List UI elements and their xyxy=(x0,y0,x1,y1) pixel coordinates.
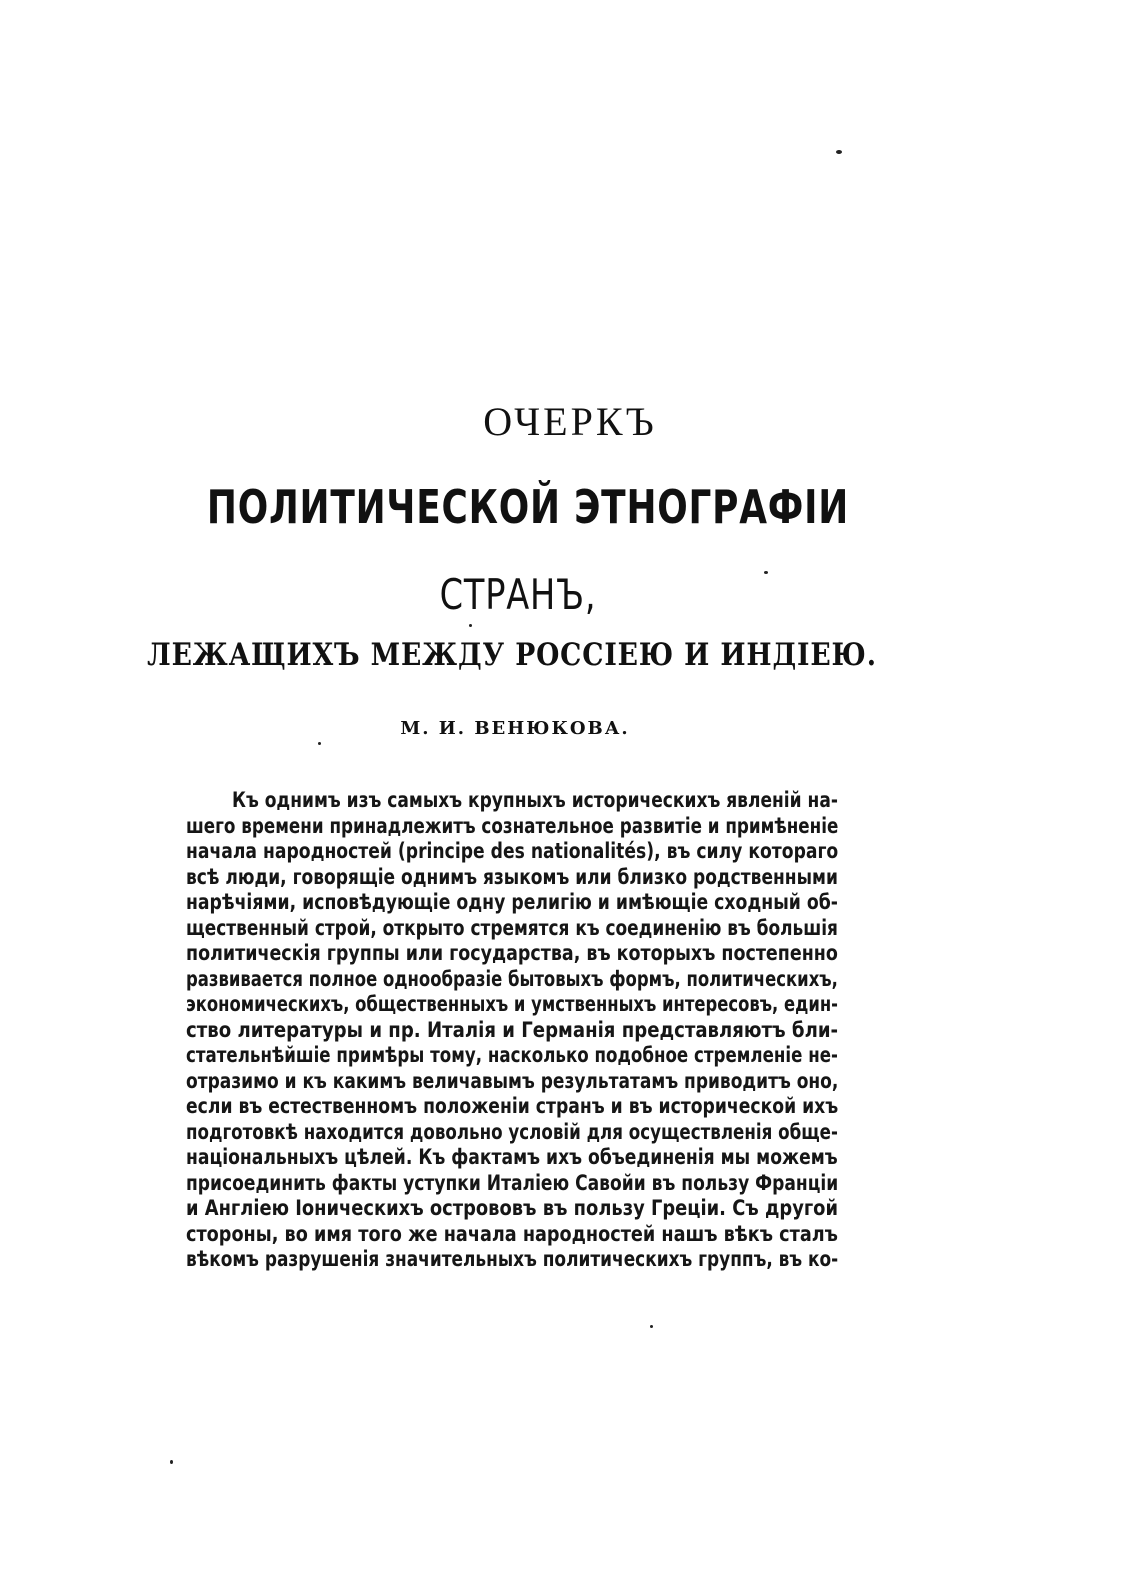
body-line: Къ однимъ изъ самыхъ крупныхъ историческихъ явленій на- xyxy=(232,788,838,812)
title-line-4: ЛЕЖАЩИХЪ МЕЖДУ РОССІЕЮ И ИНДІЕЮ. xyxy=(147,637,877,673)
scan-speck xyxy=(764,571,768,574)
body-line: ство литературы и пр. Италія и Германія представляютъ бли- xyxy=(186,1017,839,1042)
body-line: и Англіею Іоническихъ острововъ въ пользу Греціи. Съ другой xyxy=(186,1196,838,1220)
scan-speck xyxy=(650,1325,653,1328)
body-line: нарѣчіями, исповѣдующіе одну религію и имѣющіе сходный об- xyxy=(186,890,838,914)
body-line: экономическихъ, общественныхъ и умственныхъ интересовъ, един- xyxy=(186,992,838,1016)
body-line: щественный строй, открыто стремятся къ соединенію въ большія xyxy=(186,915,838,940)
body-line: политическія группы или государства, въ которыхъ постепенно xyxy=(186,941,838,965)
author-line: М. И. ВЕНЮКОВА. xyxy=(400,718,630,739)
title-line-3: СТРАНЪ, xyxy=(439,570,597,619)
title-line-1: ОЧЕРКЪ xyxy=(483,399,657,444)
body-line: начала народностей (principe des nationalités), въ силу котораго xyxy=(186,839,839,863)
body-line: національныхъ цѣлей. Къ фактамъ ихъ объединенія мы можемъ xyxy=(186,1145,838,1169)
body-line: присоединить факты уступки Италіею Савойи въ пользу Франціи xyxy=(186,1170,839,1195)
body-line: стороны, во имя того же начала народностей нашъ вѣкъ сталъ xyxy=(186,1221,838,1246)
body-line: шего времени принадлежитъ сознательное развитіе и примѣненіе xyxy=(186,813,839,838)
scan-speck xyxy=(836,150,842,154)
body-line: стательнѣйшіе примѣры тому, насколько подобное стремленіе не- xyxy=(186,1043,838,1067)
body-line: подготовкѣ находится довольно условій для осуществленія обще- xyxy=(186,1119,838,1144)
body-line: развивается полное однообразіе бытовыхъ формъ, политическихъ, xyxy=(186,966,838,991)
body-line: отразимо и къ какимъ величавымъ результатамъ приводитъ оно, xyxy=(186,1068,839,1093)
scan-speck xyxy=(170,1460,173,1464)
title-line-2: ПОЛИТИЧЕСКОЙ ЭТНОГРАФІИ xyxy=(206,480,850,534)
body-line: вѣкомъ разрушенія значительныхъ политическихъ группъ, въ ко- xyxy=(186,1247,839,1271)
body-line: если въ естественномъ положеніи странъ и въ исторической ихъ xyxy=(186,1094,839,1118)
body-line: всѣ люди, говорящіе однимъ языкомъ или близко родственными xyxy=(186,864,838,889)
scan-speck xyxy=(469,624,472,627)
scan-speck xyxy=(318,742,321,745)
